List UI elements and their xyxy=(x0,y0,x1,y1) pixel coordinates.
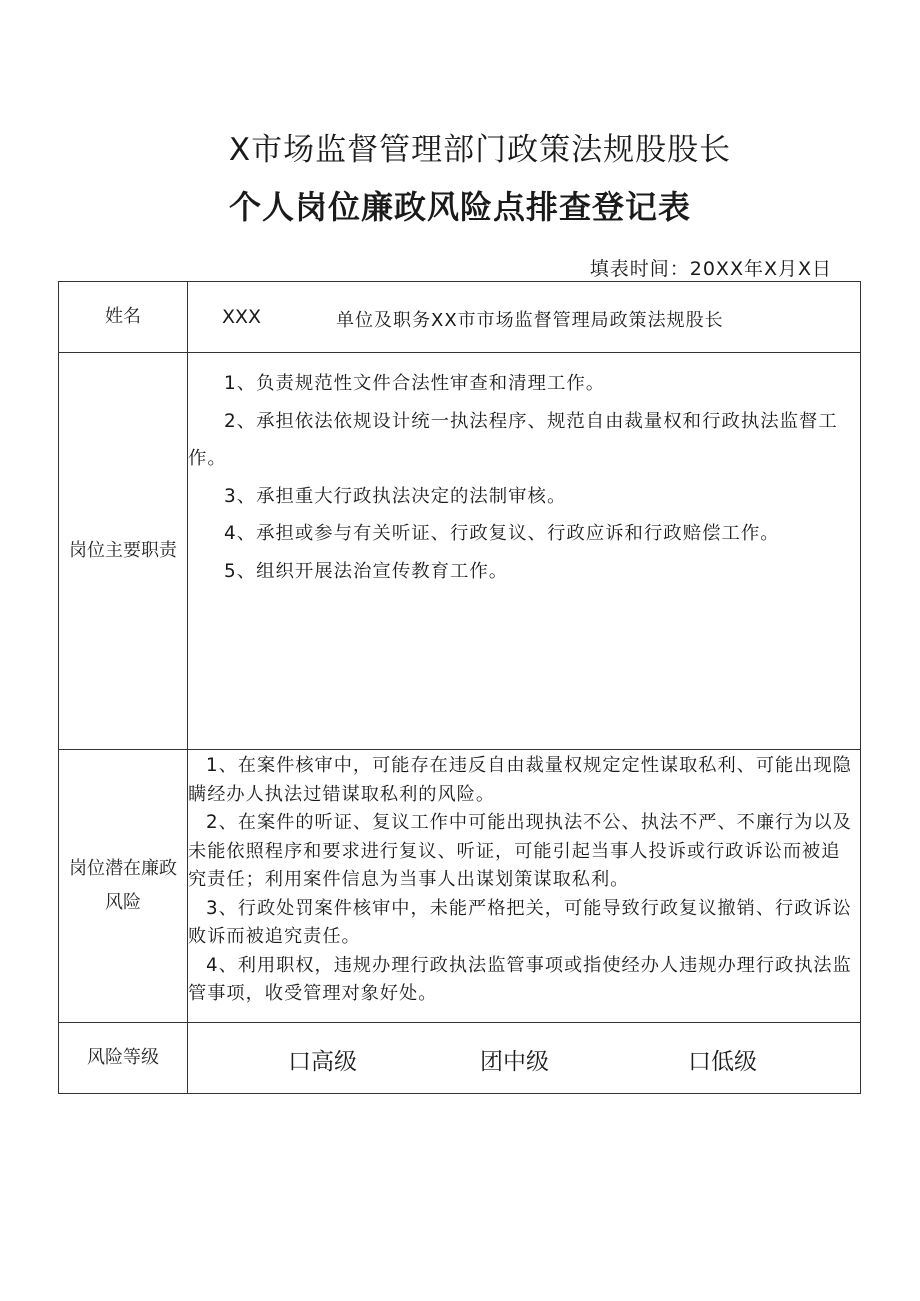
duties-row xyxy=(59,353,861,750)
risks-content-cell xyxy=(188,750,861,1023)
duty-item: 5、组织开展法治宣传教育工作。 xyxy=(224,560,509,582)
risks-row xyxy=(59,750,861,1023)
duty-item: 1、负责规范性文件合法性审查和清理工作。 xyxy=(224,373,606,394)
name-value-cell xyxy=(188,282,861,353)
unit-position-value: 单位及职务XX市市场监督管理局政策法规股长 xyxy=(336,310,724,331)
level-low-option[interactable]: 口低级 xyxy=(688,1049,757,1075)
risks-label-cell xyxy=(59,750,188,1023)
risk-item: 3、行政处罚案件核审中，未能严格把关，可能导致行政复议撤销、行政诉讼败诉而被追究责任。 xyxy=(188,897,852,947)
level-high-option[interactable]: 口高级 xyxy=(288,1049,357,1075)
name-row xyxy=(59,282,861,353)
duties-label: 岗位主要职责 xyxy=(69,540,177,561)
duties-label-cell xyxy=(59,353,188,750)
fill-date: 填表时间：20XX年X月X日 xyxy=(589,258,832,280)
duty-item: 4、承担或参与有关听证、行政复议、行政应诉和行政赔偿工作。 xyxy=(224,523,780,544)
risk-item: 1、在案件核审中，可能存在违反自由裁量权规定定性谋取私利、可能出现隐瞒经办人执法过错谋取私利的风险。 xyxy=(188,755,852,805)
risk-item: 2、在案件的听证、复议工作中可能出现执法不公、执法不严、不廉行为以及未能依照程序和要求进行复议、听证，可能引起当事人投诉或行政诉讼而被追究责任；利用案件信息为当事人出谋划策谋取私利。 xyxy=(188,812,852,890)
document-title-line2: 个人岗位廉政风险点排查登记表 xyxy=(228,188,691,226)
registration-table xyxy=(58,281,861,1094)
duty-item: 2、承担依法依规设计统一执法程序、规范自由裁量权和行政执法监督工作。 xyxy=(188,410,838,469)
duty-item: 3、承担重大行政执法决定的法制审核。 xyxy=(224,485,567,507)
name-label-cell xyxy=(59,282,188,353)
level-mid-option[interactable]: 团中级 xyxy=(480,1049,549,1075)
name-label: 姓名 xyxy=(105,306,141,327)
document-title-line1: X市场监督管理部门政策法规股股长 xyxy=(228,132,732,168)
risk-item: 4、利用职权，违规办理行政执法监管事项或指使经办人违规办理行政执法监管事项，收受管理对象好处。 xyxy=(188,954,852,1004)
duties-content-cell xyxy=(188,353,861,750)
level-label-cell xyxy=(59,1023,188,1094)
risk-level-row xyxy=(59,1023,861,1094)
name-value: XXX xyxy=(222,306,262,328)
level-options-cell xyxy=(188,1023,861,1094)
risks-label: 岗位潜在廉政风险 xyxy=(69,858,177,913)
level-label: 风险等级 xyxy=(87,1047,159,1068)
